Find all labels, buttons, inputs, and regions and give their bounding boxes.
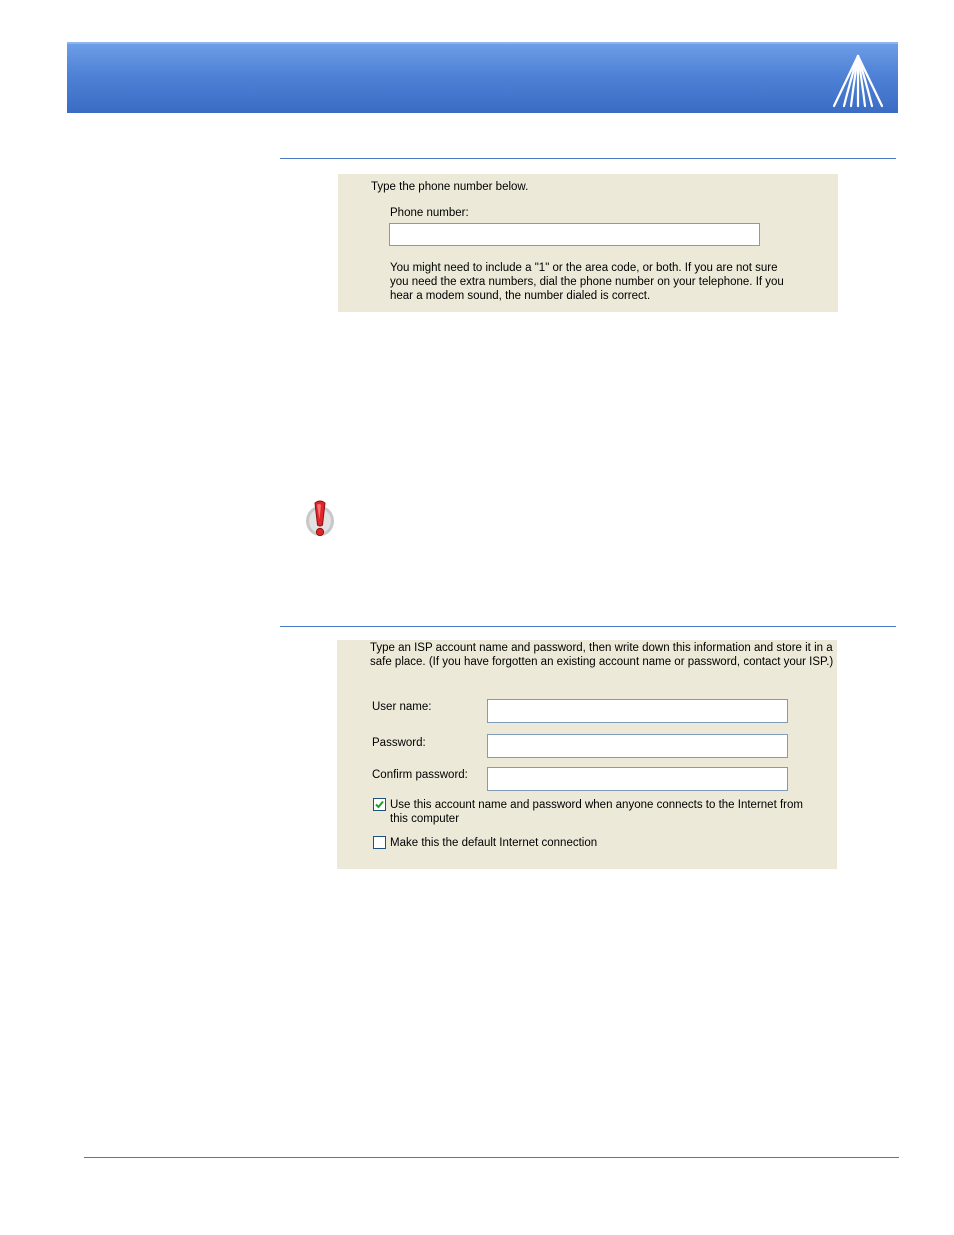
section-divider-2 (280, 626, 896, 627)
default-connection-label: Make this the default Internet connection (390, 837, 598, 849)
phone-help-line-2: you need the extra numbers, dial the phone number on your telephone. If you (390, 276, 784, 288)
checkmark-icon (374, 799, 385, 810)
use-account-checkbox[interactable] (373, 798, 386, 811)
confirm-password-label: Confirm password: (372, 769, 468, 781)
header-band (67, 42, 898, 113)
exclamation-warning-icon (303, 499, 337, 539)
use-account-label-line-2: this computer (390, 813, 460, 825)
phone-help-line-1: You might need to include a "1" or the area code, or both. If you are not sure (390, 262, 778, 274)
password-input[interactable] (487, 734, 788, 758)
default-connection-checkbox[interactable] (373, 836, 386, 849)
use-account-label-line-1: Use this account name and password when anyone connects to the Internet from (390, 799, 803, 811)
isp-account-dialog (337, 640, 837, 869)
user-name-label: User name: (372, 701, 432, 713)
password-label: Password: (372, 737, 426, 749)
phone-number-dialog (338, 174, 838, 312)
section-divider (280, 158, 896, 159)
antenna-triangle-icon (830, 52, 886, 108)
phone-help-line-3: hear a modem sound, the number dialed is correct. (390, 290, 651, 302)
account-instruction-line-2: safe place. (If you have forgotten an existing account name or password, contact your ISP.) (370, 656, 834, 668)
footer-divider (84, 1157, 899, 1158)
confirm-password-input[interactable] (487, 767, 788, 791)
phone-number-label: Phone number: (390, 207, 469, 219)
account-instruction-line-1: Type an ISP account name and password, then write down this information and store it in a (370, 642, 833, 654)
user-name-input[interactable] (487, 699, 788, 723)
phone-number-input[interactable] (389, 223, 760, 246)
phone-instruction: Type the phone number below. (371, 181, 529, 193)
